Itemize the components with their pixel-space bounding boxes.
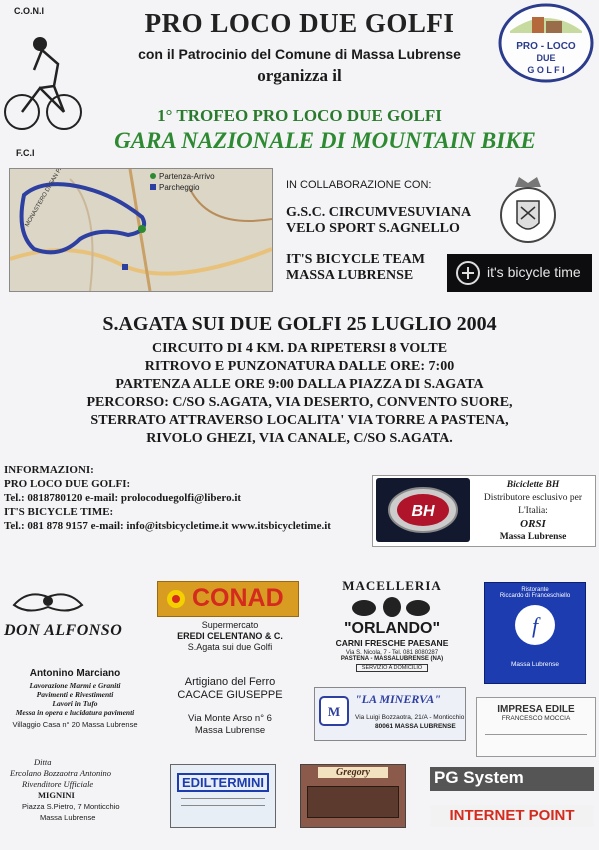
- impresa-name: IMPRESA EDILE: [497, 704, 575, 715]
- collaboration-block-1: [286, 205, 471, 237]
- detail-line-6: RIVOLO GHEZI, VIA CANALE, C/SO S.AGATA.: [146, 431, 453, 446]
- la-minerva-ad: [314, 687, 466, 741]
- marciano-line-4: Messa in opera e lucidatura pavimenti: [15, 708, 135, 717]
- collaborator-massa-lubrense: MASSA LUBRENSE: [286, 268, 414, 283]
- ditta-line-5: Piazza S.Pietro, 7 Monticchio: [22, 802, 120, 811]
- ediltermini-ad: [170, 764, 276, 828]
- minerva-name: "LA MINERVA": [355, 692, 441, 706]
- event-details: [0, 340, 599, 448]
- internet-point-text: INTERNET POINT: [449, 807, 575, 824]
- legend-start: Partenza-Arrivo: [159, 172, 215, 181]
- artigiano-line-3: Via Monte Arso n° 6: [188, 713, 272, 724]
- artigiano-line-1: Artigiano del Ferro: [184, 676, 276, 688]
- bh-line-2: L'Italia:: [518, 506, 548, 516]
- ditta-line-3: Rivenditore Ufficiale: [22, 779, 94, 789]
- info-org-1: PRO LOCO DUE GOLFI:: [4, 478, 131, 490]
- don-alfonso-name: DON ALFONSO: [4, 622, 123, 639]
- ristorante-emblem-icon: [485, 599, 585, 651]
- detail-line-4: PERCORSO: C/SO S.AGATA, VIA DESERTO, CONVENTO SUORE,: [86, 395, 513, 410]
- collaboration-heading: IN COLLABORAZIONE CON:: [286, 179, 432, 191]
- bh-line-1: Distributore esclusivo per: [483, 493, 583, 503]
- ditta-line-4: MIGNINI: [38, 790, 75, 800]
- bh-logo: [376, 478, 470, 542]
- page-title: PRO LOCO DUE GOLFI: [144, 8, 455, 38]
- fci-label: F.C.I: [16, 148, 35, 158]
- minerva-line-1: Via Luigi Bozzaotra, 21/A - Monticchio: [355, 714, 465, 721]
- internet-point-banner: [430, 805, 594, 827]
- don-alfonso-logo: [8, 585, 88, 619]
- bh-place: Massa Lubrense: [499, 532, 567, 542]
- collaborator-velo-sport: VELO SPORT S.AGNELLO: [286, 221, 460, 236]
- minerva-line-2: 80061 MASSA LUBRENSE: [375, 723, 456, 730]
- conad-logo: [157, 581, 299, 617]
- bh-sponsor-text: [474, 479, 592, 544]
- collaborator-bicycle-team: IT'S BICYCLE TEAM: [286, 252, 426, 267]
- marciano-line-3: Lavori in Tufo: [52, 699, 98, 708]
- minerva-emblem-icon: [319, 696, 349, 726]
- macelleria-label: MACELLERIA: [342, 578, 442, 593]
- artigiano-address: [150, 713, 310, 737]
- proloco-logo-bottom: G O L F I: [527, 65, 565, 75]
- parking-marker-icon: [150, 184, 156, 190]
- pg-system-logo: [430, 767, 594, 791]
- marciano-line-2: Pavimenti e Rivestimenti: [36, 690, 114, 699]
- event-date: S.AGATA SUI DUE GOLFI 25 LUGLIO 2004: [102, 313, 497, 335]
- conad-line-3: S.Agata sui due Golfi: [187, 642, 273, 652]
- bh-title: Biciclette BH: [506, 480, 560, 490]
- pg-system-text: PG System: [434, 768, 524, 787]
- gregory-name: Gregory: [318, 767, 388, 778]
- bh-name: ORSI: [520, 518, 546, 530]
- coni-label: C.O.N.I: [14, 6, 45, 16]
- conad-line-2: EREDI CELENTANO & C.: [177, 631, 283, 641]
- artigiano-sponsor: [150, 676, 310, 702]
- ditta-line-2: Ercolano Bozzaotra Antonino: [10, 768, 112, 778]
- orlando-line-1: CARNI FRESCHE PAESANE: [335, 638, 449, 648]
- impresa-line-1: FRANCESCO MOCCIA: [501, 715, 571, 722]
- conad-logo-text: CONAD: [192, 584, 284, 612]
- ditta-line-1: Ditta: [34, 757, 52, 767]
- its-bicycle-time-logo: [447, 254, 592, 292]
- orlando-line-3: PASTENA - MASSALUBRENSE (NA): [340, 656, 444, 662]
- macelleria-orlando-ad: [312, 578, 472, 686]
- info-contact-1: Tel.: 0818780120 e-mail: prolocoduegolfi@libero.it: [4, 492, 242, 504]
- orlando-line-2: Via S. Nicola, 7 - Tel. 081 8080287: [345, 650, 439, 656]
- ristorante-line-1: Ristorante: [521, 587, 549, 593]
- artigiano-line-4: Massa Lubrense: [194, 725, 266, 736]
- ibt-logo-text: it's bicycle time: [487, 264, 581, 280]
- conad-description: [150, 620, 310, 653]
- marciano-line-1: Lavorazione Marmi e Graniti: [29, 681, 121, 690]
- conad-line-1: Supermercato: [201, 620, 259, 630]
- marciano-name: Antonino Marciano: [29, 668, 121, 679]
- ristorante-line-3: Massa Lubrense: [510, 661, 560, 668]
- gregory-ad: [300, 764, 406, 828]
- legend-parking: Parcheggio: [159, 183, 200, 192]
- animals-icon: [312, 594, 472, 620]
- artigiano-line-2: CACACE GIUSEPPE: [177, 689, 283, 701]
- collaborator-circumvesuviana: G.S.C. CIRCUMVESUVIANA: [286, 205, 472, 220]
- mignini-sponsor: [10, 757, 120, 823]
- ristorante-ad: [484, 582, 586, 684]
- info-contact-2: Tel.: 081 878 9157 e-mail: info@itsbicycletime.it www.itsbicycletime.it: [4, 520, 331, 532]
- detail-line-1: CIRCUITO DI 4 KM. DA RIPETERSI 8 VOLTE: [151, 341, 448, 356]
- proloco-logo: [498, 3, 594, 83]
- detail-line-5: STERRATO ATTRAVERSO LOCALITA' VIA TORRE A PASTENA,: [90, 413, 509, 428]
- trophy-title: 1° TROFEO PRO LOCO DUE GOLFI: [157, 106, 442, 125]
- marciano-description: [0, 681, 150, 717]
- info-heading: INFORMAZIONI:: [4, 464, 94, 476]
- map-legend: [150, 171, 215, 193]
- info-org-2: IT'S BICYCLE TIME:: [4, 506, 114, 518]
- race-title: GARA NAZIONALE DI MOUNTAIN BIKE: [114, 128, 536, 153]
- route-map: [9, 168, 273, 292]
- info-block: [4, 463, 331, 533]
- collaboration-block-2: [286, 252, 425, 284]
- detail-line-2: RITROVO E PUNZONATURA DALLE ORE: 7:00: [144, 359, 455, 374]
- ditta-line-6: Massa Lubrense: [40, 813, 96, 822]
- proloco-logo-top: PRO - LOCO: [516, 41, 576, 52]
- start-marker-icon: [150, 173, 156, 179]
- patronage-subtitle: con il Patrocinio del Comune di Massa Lubrense: [138, 46, 461, 62]
- ediltermini-name: EDILTERMINI: [177, 773, 269, 792]
- orlando-name: "ORLANDO": [343, 620, 441, 637]
- impresa-edile-ad: [476, 697, 596, 757]
- comune-emblem: [497, 173, 559, 251]
- detail-line-3: PARTENZA ALLE ORE 9:00 DALLA PIAZZA DI S.AGATA: [115, 377, 484, 392]
- svg-text:M: M: [327, 704, 341, 719]
- bh-logo-text: BH: [411, 503, 435, 520]
- svg-text:f: f: [531, 613, 539, 638]
- organizes-text: organizza il: [257, 66, 342, 85]
- orlando-line-4: SERVIZIO A DOMICILIO: [356, 664, 428, 672]
- ristorante-line-2: Riccardo di Franceschiello: [499, 593, 571, 599]
- marciano-address: Villaggio Casa n° 20 Massa Lubrense: [12, 720, 138, 729]
- proloco-logo-mid: DUE: [536, 53, 556, 63]
